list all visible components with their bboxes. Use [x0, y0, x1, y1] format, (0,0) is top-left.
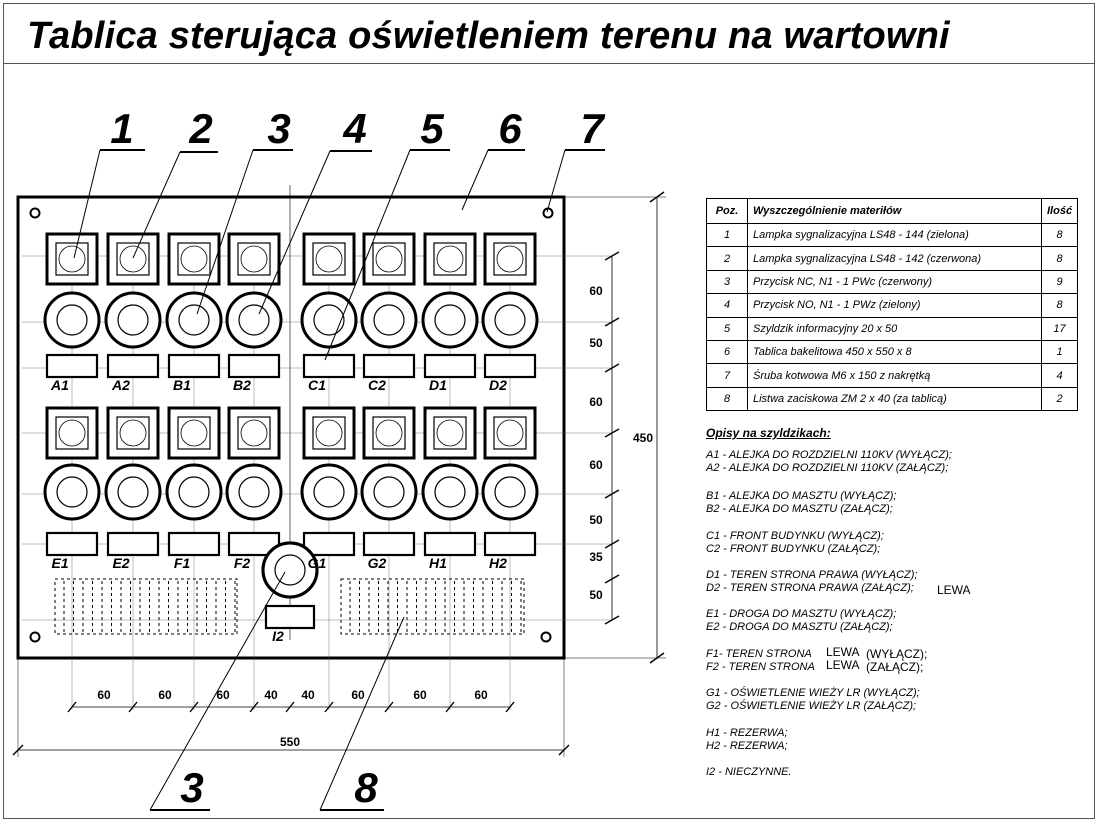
info-plate	[266, 606, 314, 628]
callout-number: 4	[343, 105, 367, 152]
cell-description: Przycisk NO, N1 - 1 PWz (zielony)	[748, 294, 1042, 317]
plate-label-row2: G2	[367, 555, 387, 571]
table-row	[707, 247, 1078, 270]
push-button	[167, 293, 221, 347]
dimension-horizontal-label: 60	[216, 688, 230, 702]
callout-number: 2	[189, 105, 213, 152]
info-plate	[47, 533, 97, 555]
cell-pos: 1	[707, 224, 748, 247]
header-description: Wyszczególnienie materiłów	[748, 199, 1042, 224]
plate-label-row2: F1	[173, 555, 191, 571]
callout-leader	[547, 150, 565, 212]
callout-number: 8	[354, 764, 378, 811]
descriptions-title: Opisy na szyldzikach:	[706, 426, 831, 440]
description-line: E2 - DROGA DO MASZTU (ZAŁĄCZ);	[706, 621, 893, 633]
table-row	[707, 340, 1078, 363]
dimension-horizontal-label: 40	[264, 688, 278, 702]
signal-lamp	[364, 408, 414, 458]
description-line: F2 - TEREN STRONA	[706, 661, 815, 673]
description-suffix: (ZAŁĄCZ);	[866, 660, 924, 674]
terminal-strip	[55, 579, 237, 634]
push-button	[106, 465, 160, 519]
cell-quantity: 8	[1042, 224, 1078, 247]
info-plate	[108, 355, 158, 377]
push-button	[483, 293, 537, 347]
plate-label-row1: B1	[173, 377, 191, 393]
cell-quantity: 2	[1042, 387, 1078, 410]
plate-label-row1: A2	[112, 377, 130, 393]
cell-description: Lampka sygnalizacyjna LS48 - 144 (zielona)	[748, 224, 1042, 247]
cell-pos: 7	[707, 364, 748, 387]
plate-label-row2: F2	[233, 555, 251, 571]
push-button	[423, 293, 477, 347]
push-button	[106, 293, 160, 347]
handwritten-note-lewa: LEWA	[937, 583, 971, 597]
info-plate	[169, 533, 219, 555]
dimension-horizontal-label: 60	[158, 688, 172, 702]
description-line: E1 - DROGA DO MASZTU (WYŁĄCZ);	[706, 608, 897, 620]
callout-leader	[197, 150, 253, 314]
handwritten-word-lewa: LEWA	[826, 658, 860, 672]
info-plate	[485, 355, 535, 377]
plate-label-row1: D1	[429, 377, 447, 393]
push-button	[227, 293, 281, 347]
header-quantity: Ilość	[1042, 199, 1078, 224]
push-button	[45, 465, 99, 519]
extra-plate-label: I2	[272, 628, 284, 644]
dimension-horizontal-label: 60	[413, 688, 427, 702]
callout-number: 6	[498, 105, 522, 152]
dimension-vertical-label: 60	[589, 284, 603, 298]
info-plate	[425, 355, 475, 377]
push-button	[362, 293, 416, 347]
info-plate	[304, 355, 354, 377]
push-button	[483, 465, 537, 519]
cell-description: Listwa zaciskowa ZM 2 x 40 (za tablicą)	[748, 387, 1042, 410]
cell-description: Tablica bakelitowa 450 x 550 x 8	[748, 340, 1042, 363]
plate-label-row2: H1	[429, 555, 447, 571]
cell-description: Lampka sygnalizacyjna LS48 - 142 (czerwona)	[748, 247, 1042, 270]
dimension-vertical-label: 50	[589, 588, 603, 602]
signal-lamp	[425, 408, 475, 458]
signal-lamp	[229, 408, 279, 458]
info-plate	[364, 355, 414, 377]
plate-label-row1: D2	[489, 377, 507, 393]
cell-pos: 4	[707, 294, 748, 317]
dimension-vertical-label: 60	[589, 395, 603, 409]
signal-lamp	[485, 408, 535, 458]
push-button	[227, 465, 281, 519]
plate-label-row1: B2	[233, 377, 251, 393]
cell-description: Przycisk NC, N1 - 1 PWc (czerwony)	[748, 270, 1042, 293]
info-plate	[108, 533, 158, 555]
push-button	[362, 465, 416, 519]
info-plate	[47, 355, 97, 377]
dimension-vertical-label: 35	[589, 550, 603, 564]
plate-label-row2: E1	[51, 555, 69, 571]
cell-pos: 5	[707, 317, 748, 340]
dimension-horizontal-label: 40	[301, 688, 315, 702]
description-line: F1- TEREN STRONA	[706, 648, 812, 660]
signal-lamp	[47, 234, 97, 284]
signal-lamp	[108, 234, 158, 284]
description-suffix: (WYŁĄCZ);	[866, 647, 928, 661]
cell-pos: 3	[707, 270, 748, 293]
mounting-hole	[31, 209, 40, 218]
cell-quantity: 1	[1042, 340, 1078, 363]
push-button	[167, 465, 221, 519]
handwritten-word-lewa: LEWA	[826, 645, 860, 659]
signal-lamp	[485, 234, 535, 284]
description-line: B2 - ALEJKA DO MASZTU (ZAŁĄCZ);	[706, 503, 893, 515]
dimension-vertical-label: 50	[589, 513, 603, 527]
mounting-hole	[31, 633, 40, 642]
signal-lamp	[364, 234, 414, 284]
signal-lamp	[304, 408, 354, 458]
cell-quantity: 4	[1042, 364, 1078, 387]
materials-table-header	[707, 199, 1078, 224]
header-pos: Poz.	[707, 199, 748, 224]
signal-lamp	[304, 234, 354, 284]
materials-table	[706, 198, 1078, 411]
cell-description: Śruba kotwowa M6 x 150 z nakrętką	[748, 364, 1042, 387]
dimension-vertical-label: 50	[589, 336, 603, 350]
description-line: A2 - ALEJKA DO ROZDZIELNI 110KV (ZAŁĄCZ);	[706, 462, 949, 474]
dimension-horizontal-label: 60	[351, 688, 365, 702]
table-row	[707, 294, 1078, 317]
description-line: B1 - ALEJKA DO MASZTU (WYŁĄCZ);	[706, 490, 897, 502]
signal-lamp	[169, 234, 219, 284]
callout-number: 3	[267, 105, 291, 152]
table-row	[707, 270, 1078, 293]
callout-number: 7	[580, 105, 604, 152]
mounting-hole	[542, 633, 551, 642]
signal-lamp	[229, 234, 279, 284]
cell-quantity: 8	[1042, 294, 1078, 317]
table-row	[707, 364, 1078, 387]
info-plate	[425, 533, 475, 555]
cell-description: Szyldzik informacyjny 20 x 50	[748, 317, 1042, 340]
info-plate	[485, 533, 535, 555]
terminal-strip	[341, 579, 524, 634]
signal-lamp	[169, 408, 219, 458]
signal-lamp	[425, 234, 475, 284]
table-row	[707, 387, 1078, 410]
push-button	[45, 293, 99, 347]
callout-number: 5	[420, 105, 444, 152]
push-button	[423, 465, 477, 519]
cell-quantity: 8	[1042, 247, 1078, 270]
dimension-horizontal-label: 60	[97, 688, 111, 702]
cell-pos: 8	[707, 387, 748, 410]
dimension-vertical-label: 60	[589, 458, 603, 472]
plate-label-row2: G1	[307, 555, 327, 571]
plate-label-row2: H2	[489, 555, 507, 571]
info-plate	[169, 355, 219, 377]
description-line: H2 - REZERWA;	[706, 740, 788, 752]
page-title: Tablica sterująca oświetleniem terenu na wartowni	[27, 15, 950, 57]
height-label: 450	[632, 431, 654, 445]
description-line: C1 - FRONT BUDYNKU (WYŁĄCZ);	[706, 530, 884, 542]
callout-leader	[462, 150, 488, 210]
description-line: H1 - REZERWA;	[706, 727, 788, 739]
info-plate	[364, 533, 414, 555]
dimension-horizontal-label: 60	[474, 688, 488, 702]
plate-label-row2: E2	[112, 555, 130, 571]
description-line: G1 - OŚWIETLENIE WIEŻY LR (WYŁĄCZ);	[706, 687, 920, 699]
plate-label-row1: A1	[51, 377, 69, 393]
callout-number: 1	[110, 105, 134, 152]
cell-quantity: 9	[1042, 270, 1078, 293]
description-line: G2 - OŚWIETLENIE WIEŻY LR (ZAŁĄCZ);	[706, 700, 917, 712]
cell-quantity: 17	[1042, 317, 1078, 340]
cell-pos: 2	[707, 247, 748, 270]
push-button	[302, 293, 356, 347]
table-row	[707, 317, 1078, 340]
description-line: A1 - ALEJKA DO ROZDZIELNI 110KV (WYŁĄCZ);	[706, 449, 952, 461]
width-label: 550	[279, 735, 301, 749]
callout-number: 3	[180, 764, 204, 811]
table-row	[707, 224, 1078, 247]
signal-lamp	[108, 408, 158, 458]
info-plate	[229, 355, 279, 377]
description-line: C2 - FRONT BUDYNKU (ZAŁĄCZ);	[706, 543, 881, 555]
description-line: I2 - NIECZYNNE.	[706, 766, 792, 778]
plate-label-row1: C1	[308, 377, 326, 393]
signal-lamp	[47, 408, 97, 458]
description-line: D1 - TEREN STRONA PRAWA (WYŁĄCZ);	[706, 569, 918, 581]
description-line: D2 - TEREN STRONA PRAWA (ZAŁĄCZ);	[706, 582, 914, 594]
plate-label-row1: C2	[368, 377, 386, 393]
push-button	[302, 465, 356, 519]
cell-pos: 6	[707, 340, 748, 363]
